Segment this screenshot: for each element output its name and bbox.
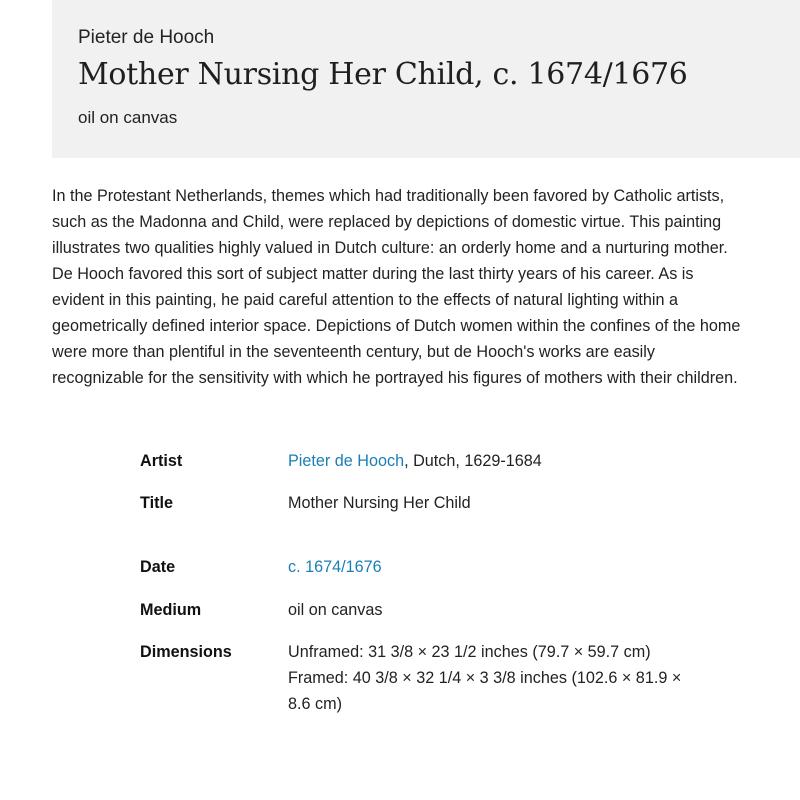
detail-label-title: Title [140, 494, 173, 512]
detail-value-title: Mother Nursing Her Child [288, 494, 471, 512]
detail-value-date [288, 554, 693, 580]
detail-label-artist: Artist [140, 452, 183, 470]
title-date: , c. 1674/1676 [474, 57, 688, 92]
title-text: Mother Nursing Her Child [78, 57, 475, 92]
header-artist-name: Pieter de Hooch [78, 27, 215, 48]
detail-label-dimensions: Dimensions [140, 643, 232, 661]
detail-value-artist [288, 448, 693, 474]
dimensions-framed: Framed: 40 3/8 × 32 1/4 × 3 3/8 inches (102.6 × 81.9 × 8.6 cm) [288, 669, 682, 713]
artwork-description: In the Protestant Netherlands, themes which had traditionally been favored by Catholic artists, such as the Madonna and Child, were replaced by depictions of domestic virtue. This painting illustrates two qualities highly valued in Dutch culture: an orderly home and a nurturing mother. De Hooch favored this sort of subject matter during the last thirty years of his career. As is evident in this painting, he paid careful attention to the effects of natural lighting within a geometrically defined interior space. Depictions of Dutch women within the confines of the home were more than plentiful in the seventeenth century, but de Hooch's works are easily recognizable for the sensitivity with which he portrayed his figures of mothers with their children. [52, 187, 741, 387]
artwork-header [52, 0, 800, 158]
dimensions-unframed: Unframed: 31 3/8 × 23 1/2 inches (79.7 × 59.7 cm) [288, 643, 651, 661]
header-medium: oil on canvas [78, 108, 178, 127]
page-title [78, 57, 688, 92]
date-link[interactable]: c. 1674/1676 [288, 558, 382, 576]
detail-label-medium: Medium [140, 601, 202, 619]
detail-value-medium: oil on canvas [288, 601, 383, 619]
artist-link[interactable]: Pieter de Hooch [288, 452, 405, 470]
detail-label-date: Date [140, 558, 176, 576]
detail-value-dimensions [288, 639, 693, 717]
artist-nationality-dates: , Dutch, 1629-1684 [404, 452, 542, 470]
